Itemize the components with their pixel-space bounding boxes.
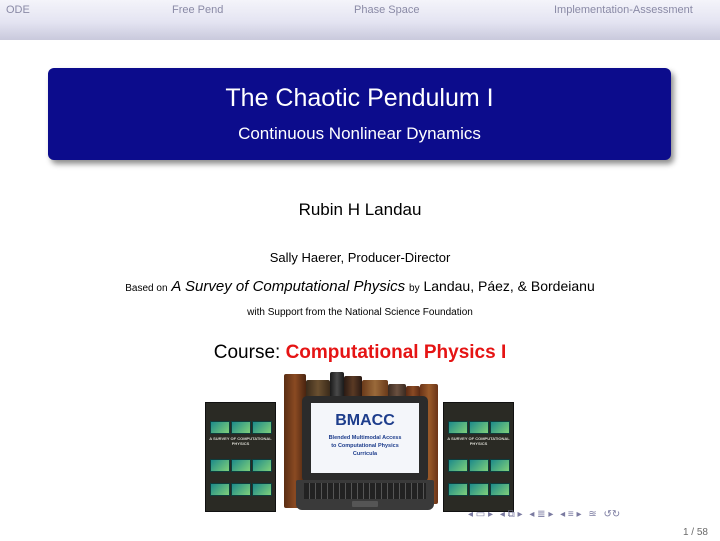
laptop-display [311,403,419,473]
keyboard [304,483,426,499]
course-label: Course: [213,342,281,363]
cover-thumbnail [231,459,251,472]
nav-item-ode[interactable]: ODE [6,4,30,16]
book-cover-left [205,402,276,512]
nav-search-icon[interactable]: ↺↻ [603,509,621,520]
cover-thumbnail [252,459,272,472]
slide-subtitle: Continuous Nonlinear Dynamics [238,124,481,143]
bmacc-line-1: Blended Multimodal Access [328,435,402,441]
course-line [0,342,720,364]
cover-thumbnail [469,459,489,472]
book-cover-right [443,402,514,512]
cover-thumbnail [231,483,251,496]
cover-thumbnail [252,483,272,496]
page-number: 1 / 58 [682,527,708,538]
cover-thumbnail [469,483,489,496]
nav-section-icon[interactable]: ◂ ≣ ▸ [529,509,554,520]
based-on-line [0,278,720,295]
cover-thumbnail [448,459,468,472]
nav-subsection-icon[interactable]: ◂ ⧉ ▸ [499,509,523,520]
producer-line: Sally Haerer, Producer-Director [269,250,451,265]
book-cover-title: A SURVEY OF COMPUTATIONAL PHYSICS [209,436,272,446]
author-name: Rubin H Landau [298,200,422,219]
course-name: Computational Physics I [285,342,507,363]
trackpad [352,501,378,507]
book-title: A Survey of Computational Physics [171,278,406,295]
nav-align-icon[interactable]: ≊ [588,509,597,520]
cover-thumbnail [210,483,230,496]
support-line: with Support from the National Science Foundation [247,307,473,318]
cover-thumbnail [252,421,272,434]
nav-bar [0,0,720,40]
cover-thumbnail [210,459,230,472]
cover-thumbnail [490,483,510,496]
bmacc-line-3: Curricula [352,451,378,457]
nav-item-phase-space[interactable]: Phase Space [354,4,420,16]
slide-title: The Chaotic Pendulum I [225,84,494,112]
laptop-keyboard-base [296,480,434,510]
cover-thumbnail [490,421,510,434]
laptop-screen [302,396,428,482]
bmacc-logo: BMACC [335,412,395,429]
cover-thumbnail [448,421,468,434]
nav-frame-back-icon[interactable]: ◂ ▭ ▸ [468,509,494,520]
cover-thumbnail [448,483,468,496]
based-on-prefix: Based on [125,283,168,294]
nav-item-implementation-assessment[interactable]: Implementation-Assessment [554,4,693,16]
book-cover-title: A SURVEY OF COMPUTATIONAL PHYSICS [447,436,510,446]
cover-thumbnail [469,421,489,434]
nav-document-icon[interactable]: ◂ ≡ ▸ [560,509,582,520]
cover-thumbnail [231,421,251,434]
book-authors: Landau, Páez, & Bordeianu [423,278,595,294]
cover-thumbnail [210,421,230,434]
by-word: by [409,283,420,294]
beamer-navigation [468,509,624,520]
bmacc-line-2: to Computational Physics [331,443,399,449]
cover-thumbnail [490,459,510,472]
title-block [48,68,671,160]
nav-item-free-pend[interactable]: Free Pend [172,4,224,16]
